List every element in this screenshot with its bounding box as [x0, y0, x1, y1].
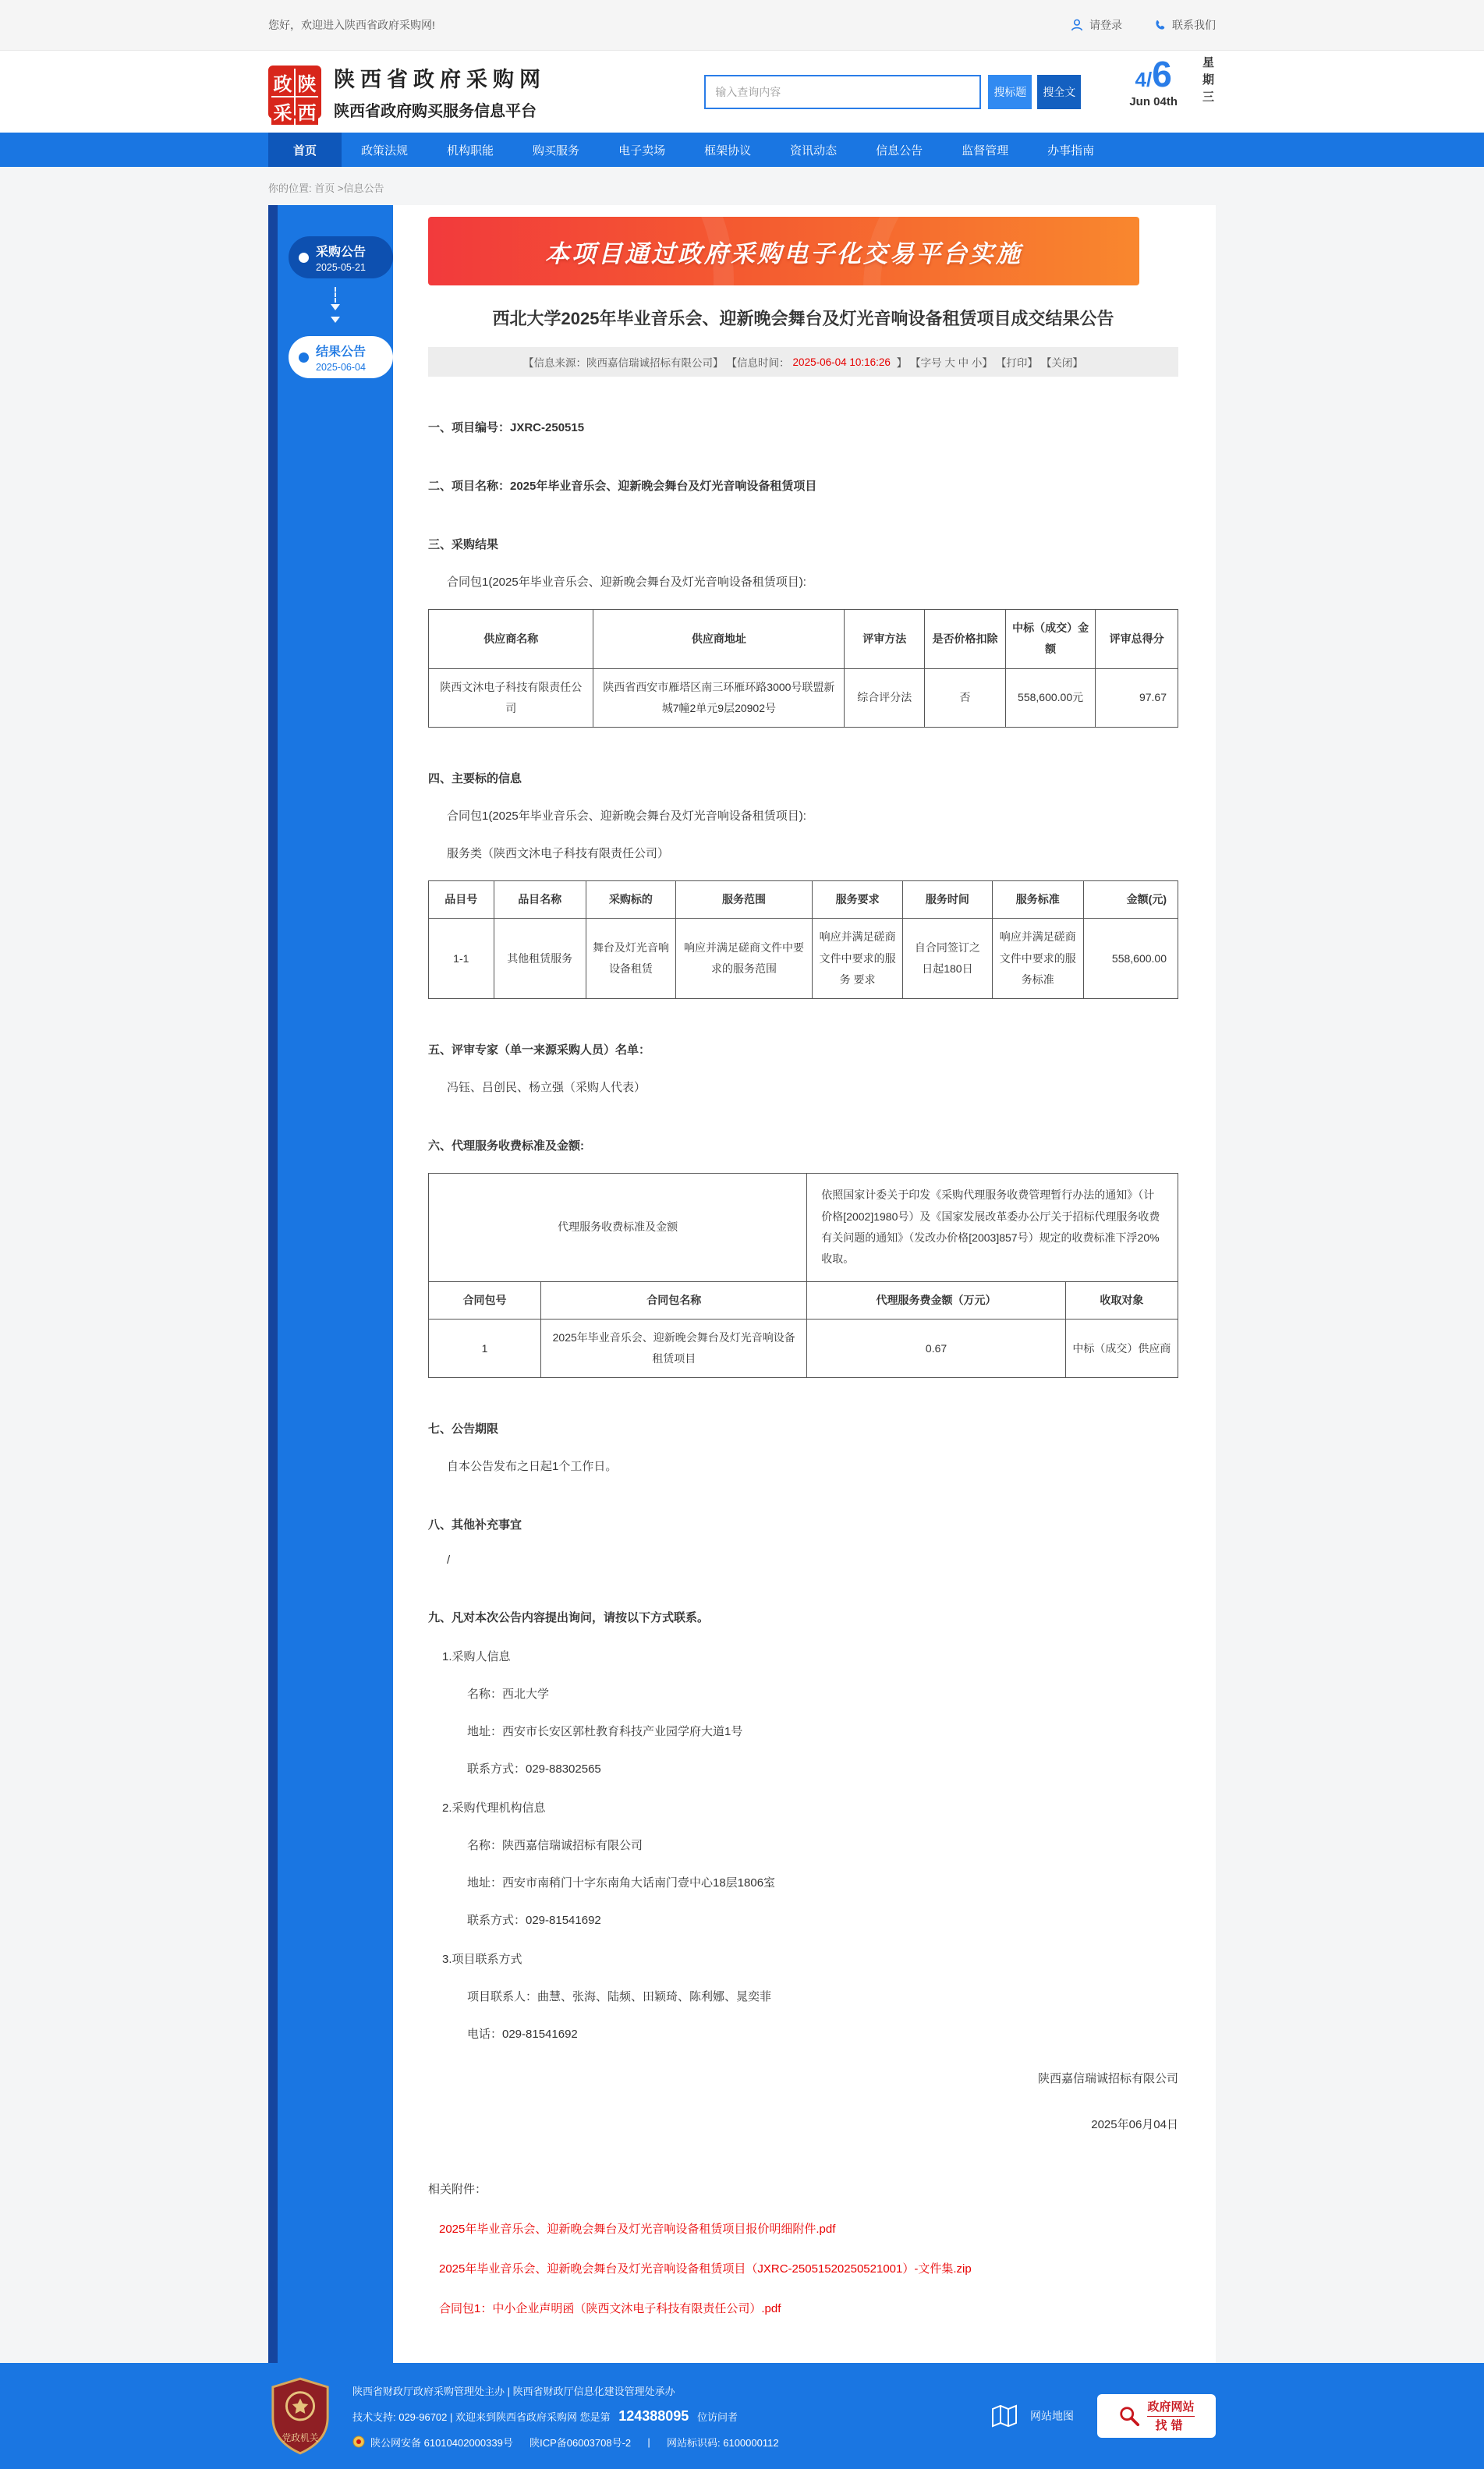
project-phone: 电话：029-81541692 — [467, 2028, 578, 2042]
site-identifier-code: 网站标识码: 6100000112 — [667, 2436, 779, 2449]
page-title: 西北大学2025年毕业音乐会、迎新晚会舞台及灯光音响设备租赁项目成交结果公告 — [492, 309, 1114, 328]
section-2-heading: 二、项目名称：2025年毕业音乐会、迎新晚会舞台及灯光音响设备租赁项目 — [428, 480, 817, 493]
bullet-icon — [299, 352, 309, 363]
date-english: Jun 04th — [1129, 94, 1178, 108]
user-icon — [1070, 18, 1084, 32]
footer-organizer-line: 陕西省财政厅政府采购管理处主办 | 陕西省财政厅信息化建设管理处承办 — [352, 2385, 675, 2397]
nav-item-e-mall[interactable]: 电子卖场 — [618, 143, 666, 158]
agency-address: 地址：西安市南稍门十字东南角大话南门壹中心18层1806室 — [467, 1876, 776, 1890]
article-meta-bar: 【信息来源：陕西嘉信瑞诚招标有限公司】 【信息时间： 2025-06-04 10:16:26 】 【字号 大 中 小】 【打印】 【关闭】 — [428, 347, 1178, 377]
nav-item-announcements[interactable]: 信息公告 — [876, 143, 923, 158]
nav-item-policies[interactable]: 政策法规 — [361, 143, 409, 158]
sitemap-link[interactable]: 网站地图 — [990, 2403, 1074, 2429]
welcome-text: 您好，欢迎进入陕西省政府采购网! — [268, 19, 435, 31]
nav-item-news[interactable]: 资讯动态 — [790, 143, 838, 158]
police-badge-icon — [352, 2435, 365, 2448]
topbar — [0, 0, 1484, 51]
platform-banner: 本项目通过政府采购电子化交易平台实施 — [428, 217, 1139, 285]
weekday-text: 星期三 — [1201, 55, 1214, 108]
breadcrumb: 你的位置: 首页 >信息公告 — [268, 182, 384, 194]
main-nav — [0, 133, 1484, 167]
search-fulltext-button[interactable]: 搜全文 — [1037, 75, 1081, 109]
buyer-address: 地址：西安市长安区郭杜教育科技产业园学府大道1号 — [467, 1725, 743, 1739]
font-size-controls[interactable]: 【字号 大 中 小】 — [910, 357, 993, 369]
signature-date: 2025年06月04日 — [1091, 2118, 1178, 2132]
attachments-heading: 相关附件： — [428, 2183, 487, 2197]
arrow-down-icon — [278, 278, 393, 336]
procurement-result-table — [428, 609, 1178, 728]
day-number: 6 — [1152, 53, 1172, 94]
section-7-text: 自本公告发布之日起1个工作日。 — [447, 1460, 618, 1474]
table-header-row: 合同包号 合同包名称 代理服务费金额（万元） 收取对象 — [429, 1281, 1178, 1319]
section-3-heading: 三、采购结果 — [428, 538, 499, 551]
table-header-row: 供应商名称 供应商地址 评审方法 是否价格扣除 中标（成交）金额 评审总得分 — [429, 610, 1178, 669]
section-5-text: 冯钰、吕创民、杨立强（采购人代表） — [447, 1081, 646, 1095]
nav-item-framework[interactable]: 框架协议 — [704, 143, 752, 158]
table-row: 陕西文沐电子科技有限责任公司 陕西省西安市雁塔区南三环雁环路3000号联盟新城7幢2单元9层20902号 综合评分法 否 558,600.00元 97.67 — [429, 668, 1178, 728]
police-record-number[interactable]: 陕公网安备 61010402000339号 — [370, 2436, 513, 2449]
project-contact-heading: 3.项目联系方式 — [442, 1953, 522, 1967]
date-widget — [1129, 53, 1216, 128]
phone-icon — [1153, 19, 1167, 32]
sidebar — [268, 205, 393, 2363]
section-4-intro2: 服务类（陕西文沐电子科技有限责任公司） — [447, 847, 670, 861]
nav-item-supervision[interactable]: 监督管理 — [962, 143, 1009, 158]
section-6-heading: 六、代理服务收费标准及金额: — [428, 1139, 584, 1153]
site-subtitle: 陕西省政府购买服务信息平台 — [334, 103, 537, 120]
party-government-badge-icon — [268, 2377, 332, 2455]
signature-block — [428, 2070, 1178, 2132]
map-icon — [990, 2403, 1022, 2429]
agency-phone: 联系方式：029-81541692 — [467, 1914, 601, 1928]
section-4-intro1: 合同包1(2025年毕业音乐会、迎新晚会舞台及灯光音响设备租赁项目): — [447, 809, 806, 824]
nav-item-guide[interactable]: 办事指南 — [1047, 143, 1095, 158]
icp-record-number[interactable]: 陕ICP备06003708号-2 — [529, 2436, 632, 2449]
table-row: 1-1 其他租赁服务 舞台及灯光音响设备租赁 响应并满足磋商文件中要求的服务范围 响应并满足磋商文件中要求的服务 要求 自合同签订之日起180日 响应并满足磋商文件中要求的服务标准 558,600.00 — [429, 919, 1178, 999]
info-time: 2025-06-04 10:16:26 — [792, 356, 891, 368]
magnifier-icon — [1118, 2405, 1140, 2427]
project-contacts: 项目联系人：曲慧、张海、陆频、田颖琦、陈利娜、晁奕菲 — [467, 1990, 772, 2004]
section-8-text: / — [447, 1553, 451, 1567]
sidebar-item-purchase-notice[interactable]: 采购公告 2025-05-21 — [289, 236, 393, 278]
section-7-heading: 七、公告期限 — [428, 1422, 499, 1436]
search-title-button[interactable]: 搜标题 — [988, 75, 1032, 109]
visitor-count: 124388095 — [618, 2407, 689, 2424]
info-source: 【信息来源：陕西嘉信瑞诚招标有限公司】 — [523, 357, 724, 369]
close-button[interactable]: 【关闭】 — [1040, 357, 1083, 369]
table-row: 代理服务收费标准及金额 依照国家计委关于印发《采购代理服务收费管理暂行办法的通知》（计价格[2002]1980号）及《国家发展改革委办公厅关于招标代理服务收费有关问题的通知》（发改办价格[2003]857号）规定的收费标准下浮20%收取。 — [429, 1174, 1178, 1281]
sidebar-item-result-notice[interactable]: 结果公告 2025-06-04 — [289, 336, 393, 378]
site-header — [0, 51, 1484, 133]
breadcrumb-current: 信息公告 — [343, 182, 384, 194]
table-header-row: 品目号 品目名称 采购标的 服务范围 服务要求 服务时间 服务标准 金额(元) — [429, 881, 1178, 919]
agency-name: 名称：陕西嘉信瑞诚招标有限公司 — [467, 1839, 643, 1853]
agency-fee-table — [428, 1173, 1178, 1378]
section-3-intro: 合同包1(2025年毕业音乐会、迎新晚会舞台及灯光音响设备租赁项目): — [447, 576, 806, 589]
attachment-link[interactable]: 2025年毕业音乐会、迎新晚会舞台及灯光音响设备租赁项目报价明细附件.pdf — [439, 2223, 836, 2237]
section-8-heading: 八、其他补充事宜 — [428, 1518, 522, 1532]
section-1-heading: 一、项目编号：JXRC-250515 — [428, 421, 585, 434]
article — [393, 205, 1216, 2363]
subject-matter-table — [428, 880, 1178, 999]
search-bar — [704, 75, 1081, 109]
nav-item-functions[interactable]: 机构职能 — [447, 143, 494, 158]
breadcrumb-home-link[interactable]: 首页 — [314, 182, 335, 194]
footer — [0, 2363, 1484, 2469]
table-row: 1 2025年毕业音乐会、迎新晚会舞台及灯光音响设备租赁项目 0.67 中标（成交）供应商 — [429, 1319, 1178, 1378]
bullet-icon — [299, 253, 309, 263]
attachment-link[interactable]: 合同包1：中小企业声明函（陕西文沐电子科技有限责任公司）.pdf — [439, 2302, 781, 2316]
nav-item-home[interactable]: 首页 — [268, 133, 342, 167]
section-9-heading: 九、凡对本次公告内容提出询问，请按以下方式联系。 — [428, 1611, 710, 1625]
content-panel — [268, 205, 1216, 2363]
attachment-link[interactable]: 2025年毕业音乐会、迎新晚会舞台及灯光音响设备租赁项目（JXRC-25051520250521001）-文件集.zip — [439, 2262, 972, 2276]
login-link[interactable]: 请登录 — [1070, 17, 1122, 33]
svg-text:党政机关: 党政机关 — [282, 2433, 319, 2444]
search-input[interactable] — [704, 75, 981, 109]
buyer-phone: 联系方式：029-88302565 — [467, 1762, 601, 1776]
footer-beian-line: 陕公网安备 61010402000339号 陕ICP备06003708号-2 | 网站标识码: 6100000112 — [352, 2435, 779, 2450]
buyer-name: 名称：西北大学 — [467, 1688, 550, 1702]
buyer-info-heading: 1.采购人信息 — [442, 1650, 511, 1664]
print-button[interactable]: 【打印】 — [995, 357, 1038, 369]
site-title: 陕西省政府采购网 — [334, 68, 546, 91]
agency-info-heading: 2.采购代理机构信息 — [442, 1801, 546, 1815]
section-4-heading: 四、主要标的信息 — [428, 772, 522, 786]
site-logo[interactable]: 政 陕 采 西 — [268, 66, 321, 119]
section-5-heading: 五、评审专家（单一来源采购人员）名单： — [428, 1043, 651, 1057]
attachments — [428, 2180, 1178, 2316]
month-number: 4/ — [1135, 67, 1153, 91]
contact-us-link[interactable]: 联系我们 — [1153, 17, 1216, 33]
gov-site-error-report-button[interactable]: 政府网站 找错 — [1097, 2394, 1216, 2438]
signature-company: 陕西嘉信瑞诚招标有限公司 — [1037, 2072, 1178, 2086]
nav-item-purchase-services[interactable]: 购买服务 — [533, 143, 580, 158]
footer-visitor-line: 技术支持: 029-96702 | 欢迎来到陕西省政府采购网 您是第 124388095 位访问者 — [352, 2407, 738, 2424]
